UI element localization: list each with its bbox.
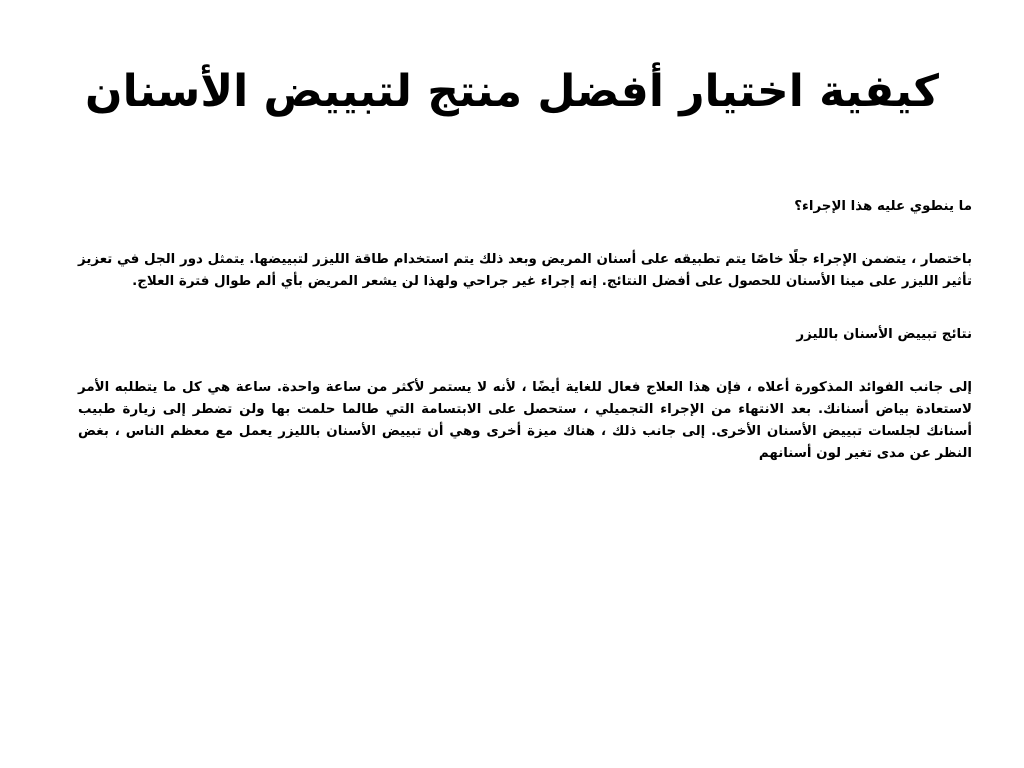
- slide-body: [78, 196, 972, 465]
- procedure-paragraph: باختصار ، يتضمن الإجراء جلًا خاصًا يتم تطبيقه على أسنان المريض وبعد ذلك يتم استخدام طاقة الليزر لتبييضها. يتمثل دور الجل في تعزيز تأثير الليزر على مينا الأسنان للحصول على أفضل النتائج. إنه إجراء غير جراحي ولهذا لن يشعر المريض بأي ألم طوال فترة العلاج.: [78, 252, 972, 289]
- question-heading: ما ينطوي عليه هذا الإجراء؟: [794, 199, 972, 214]
- results-paragraph: إلى جانب الفوائد المذكورة أعلاه ، فإن هذا العلاج فعال للغاية أيضًا ، لأنه لا يستمر لأكثر من ساعة واحدة. ساعة هي كل ما يتطلبه الأمر لاستعادة بياض أسنانك. بعد الانتهاء من الإجراء التجميلي ، ستحصل على الابتسامة التي طالما حلمت بها ولن تضطر إلى زيارة طبيب أسنانك لجلسات تبييض الأسنان الأخرى. إلى جانب ذلك ، هناك ميزة أخرى وهي أن تبييض الأسنان بالليزر يعمل مع معظم الناس ، بغض النظر عن مدى تغير لون أسنانهم: [78, 380, 972, 461]
- slide-title: كيفية اختيار أفضل منتج لتبييض الأسنان: [85, 66, 939, 117]
- results-heading: نتائج تبييض الأسنان بالليزر: [796, 327, 972, 342]
